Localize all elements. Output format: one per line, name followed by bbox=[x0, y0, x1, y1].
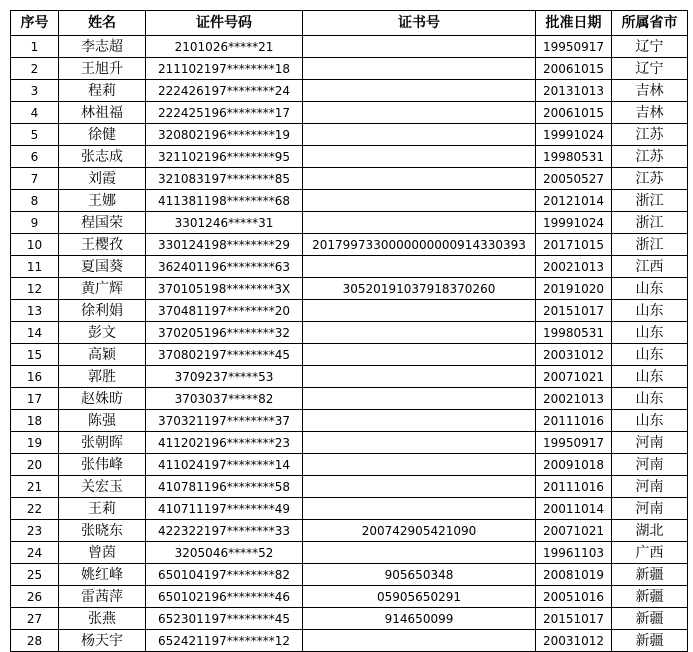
cell-id-no: 3709237*****53 bbox=[146, 366, 303, 388]
cell-index: 3 bbox=[11, 80, 59, 102]
cell-id-no: 370802197********45 bbox=[146, 344, 303, 366]
cell-index: 4 bbox=[11, 102, 59, 124]
cell-approval-date: 19950917 bbox=[536, 432, 612, 454]
cell-approval-date: 20061015 bbox=[536, 58, 612, 80]
cell-approval-date: 20061015 bbox=[536, 102, 612, 124]
header-cert-no: 证书号 bbox=[303, 11, 536, 36]
cell-index: 5 bbox=[11, 124, 59, 146]
cell-id-no: 320802196********19 bbox=[146, 124, 303, 146]
cell-approval-date: 20021013 bbox=[536, 388, 612, 410]
cell-index: 21 bbox=[11, 476, 59, 498]
cell-index: 2 bbox=[11, 58, 59, 80]
table-row bbox=[11, 410, 688, 432]
cell-province: 广西 bbox=[612, 542, 688, 564]
certificate-table bbox=[10, 10, 688, 652]
cell-name: 程国荣 bbox=[59, 212, 146, 234]
table-row bbox=[11, 564, 688, 586]
cell-name: 雷茜萍 bbox=[59, 586, 146, 608]
cell-index: 19 bbox=[11, 432, 59, 454]
cell-approval-date: 20050527 bbox=[536, 168, 612, 190]
cell-approval-date: 19961103 bbox=[536, 542, 612, 564]
cell-approval-date: 20031012 bbox=[536, 630, 612, 652]
cell-id-no: 650102196********46 bbox=[146, 586, 303, 608]
cell-province: 江苏 bbox=[612, 124, 688, 146]
table-row bbox=[11, 608, 688, 630]
cell-index: 11 bbox=[11, 256, 59, 278]
table-row bbox=[11, 234, 688, 256]
cell-name: 李志超 bbox=[59, 36, 146, 58]
cell-id-no: 370105198********3X bbox=[146, 278, 303, 300]
table-row bbox=[11, 212, 688, 234]
cell-name: 赵姝昉 bbox=[59, 388, 146, 410]
cell-cert-no bbox=[303, 476, 536, 498]
cell-id-no: 652421197********12 bbox=[146, 630, 303, 652]
cell-cert-no: 200742905421090 bbox=[303, 520, 536, 542]
table-row bbox=[11, 344, 688, 366]
cell-id-no: 370481197********20 bbox=[146, 300, 303, 322]
table-row bbox=[11, 102, 688, 124]
cell-id-no: 362401196********63 bbox=[146, 256, 303, 278]
table-row bbox=[11, 388, 688, 410]
header-province: 所属省市 bbox=[612, 11, 688, 36]
cell-cert-no bbox=[303, 630, 536, 652]
cell-approval-date: 20131013 bbox=[536, 80, 612, 102]
cell-name: 曾茵 bbox=[59, 542, 146, 564]
cell-province: 浙江 bbox=[612, 212, 688, 234]
cell-index: 20 bbox=[11, 454, 59, 476]
cell-approval-date: 20111016 bbox=[536, 476, 612, 498]
header-id-no: 证件号码 bbox=[146, 11, 303, 36]
table-row bbox=[11, 322, 688, 344]
cell-province: 山东 bbox=[612, 366, 688, 388]
header-row bbox=[11, 11, 688, 36]
cell-cert-no: 905650348 bbox=[303, 564, 536, 586]
cell-name: 郭胜 bbox=[59, 366, 146, 388]
cell-cert-no bbox=[303, 454, 536, 476]
cell-province: 浙江 bbox=[612, 234, 688, 256]
cell-index: 14 bbox=[11, 322, 59, 344]
cell-approval-date: 19980531 bbox=[536, 146, 612, 168]
cell-approval-date: 20021013 bbox=[536, 256, 612, 278]
cell-id-no: 411381198********68 bbox=[146, 190, 303, 212]
cell-province: 河南 bbox=[612, 498, 688, 520]
cell-name: 姚红峰 bbox=[59, 564, 146, 586]
cell-approval-date: 20121014 bbox=[536, 190, 612, 212]
cell-cert-no: 914650099 bbox=[303, 608, 536, 630]
cell-province: 辽宁 bbox=[612, 58, 688, 80]
cell-index: 9 bbox=[11, 212, 59, 234]
cell-index: 7 bbox=[11, 168, 59, 190]
cell-name: 张志成 bbox=[59, 146, 146, 168]
cell-cert-no bbox=[303, 498, 536, 520]
cell-province: 新疆 bbox=[612, 608, 688, 630]
cell-index: 17 bbox=[11, 388, 59, 410]
table-row bbox=[11, 300, 688, 322]
header-index: 序号 bbox=[11, 11, 59, 36]
cell-province: 河南 bbox=[612, 476, 688, 498]
cell-id-no: 222425196********17 bbox=[146, 102, 303, 124]
cell-province: 江西 bbox=[612, 256, 688, 278]
cell-name: 杨天宇 bbox=[59, 630, 146, 652]
cell-approval-date: 20011014 bbox=[536, 498, 612, 520]
cell-id-no: 321102196********95 bbox=[146, 146, 303, 168]
cell-index: 8 bbox=[11, 190, 59, 212]
cell-id-no: 410711197********49 bbox=[146, 498, 303, 520]
table-row bbox=[11, 586, 688, 608]
cell-approval-date: 20111016 bbox=[536, 410, 612, 432]
cell-approval-date: 20151017 bbox=[536, 608, 612, 630]
cell-id-no: 3301246*****31 bbox=[146, 212, 303, 234]
cell-province: 河南 bbox=[612, 432, 688, 454]
cell-cert-no bbox=[303, 80, 536, 102]
cell-approval-date: 19980531 bbox=[536, 322, 612, 344]
cell-province: 湖北 bbox=[612, 520, 688, 542]
cell-name: 徐健 bbox=[59, 124, 146, 146]
cell-cert-no: 2017997330000000000914330393 bbox=[303, 234, 536, 256]
cell-index: 28 bbox=[11, 630, 59, 652]
cell-province: 山东 bbox=[612, 322, 688, 344]
cell-approval-date: 20171015 bbox=[536, 234, 612, 256]
cell-approval-date: 20051016 bbox=[536, 586, 612, 608]
cell-name: 王娜 bbox=[59, 190, 146, 212]
cell-id-no: 370321197********37 bbox=[146, 410, 303, 432]
cell-index: 16 bbox=[11, 366, 59, 388]
header-approval-date: 批准日期 bbox=[536, 11, 612, 36]
cell-name: 高颖 bbox=[59, 344, 146, 366]
cell-name: 徐利娟 bbox=[59, 300, 146, 322]
cell-approval-date: 20031012 bbox=[536, 344, 612, 366]
cell-approval-date: 19991024 bbox=[536, 212, 612, 234]
cell-index: 13 bbox=[11, 300, 59, 322]
cell-approval-date: 20091018 bbox=[536, 454, 612, 476]
cell-approval-date: 20151017 bbox=[536, 300, 612, 322]
cell-id-no: 2101026*****21 bbox=[146, 36, 303, 58]
cell-id-no: 411202196********23 bbox=[146, 432, 303, 454]
table-row bbox=[11, 366, 688, 388]
table-row bbox=[11, 190, 688, 212]
cell-id-no: 321083197********85 bbox=[146, 168, 303, 190]
cell-province: 新疆 bbox=[612, 630, 688, 652]
cell-cert-no bbox=[303, 388, 536, 410]
cell-province: 辽宁 bbox=[612, 36, 688, 58]
cell-province: 山东 bbox=[612, 300, 688, 322]
cell-province: 江苏 bbox=[612, 168, 688, 190]
cell-index: 27 bbox=[11, 608, 59, 630]
cell-cert-no bbox=[303, 542, 536, 564]
cell-province: 新疆 bbox=[612, 586, 688, 608]
cell-cert-no bbox=[303, 190, 536, 212]
cell-province: 江苏 bbox=[612, 146, 688, 168]
cell-cert-no bbox=[303, 146, 536, 168]
cell-approval-date: 20191020 bbox=[536, 278, 612, 300]
cell-index: 10 bbox=[11, 234, 59, 256]
cell-name: 彭文 bbox=[59, 322, 146, 344]
cell-index: 24 bbox=[11, 542, 59, 564]
cell-name: 张晓东 bbox=[59, 520, 146, 542]
cell-cert-no bbox=[303, 102, 536, 124]
cell-index: 6 bbox=[11, 146, 59, 168]
cell-cert-no bbox=[303, 168, 536, 190]
cell-name: 王樱孜 bbox=[59, 234, 146, 256]
cell-cert-no bbox=[303, 344, 536, 366]
cell-cert-no: 05905650291 bbox=[303, 586, 536, 608]
cell-approval-date: 20081019 bbox=[536, 564, 612, 586]
cell-province: 吉林 bbox=[612, 102, 688, 124]
table-row bbox=[11, 498, 688, 520]
cell-id-no: 370205196********32 bbox=[146, 322, 303, 344]
cell-approval-date: 19991024 bbox=[536, 124, 612, 146]
table-row bbox=[11, 520, 688, 542]
cell-province: 山东 bbox=[612, 388, 688, 410]
table-row bbox=[11, 432, 688, 454]
cell-index: 22 bbox=[11, 498, 59, 520]
table-row bbox=[11, 256, 688, 278]
cell-name: 关宏玉 bbox=[59, 476, 146, 498]
cell-id-no: 3205046*****52 bbox=[146, 542, 303, 564]
cell-id-no: 411024197********14 bbox=[146, 454, 303, 476]
cell-province: 山东 bbox=[612, 410, 688, 432]
cell-index: 12 bbox=[11, 278, 59, 300]
cell-name: 刘霞 bbox=[59, 168, 146, 190]
cell-id-no: 3703037*****82 bbox=[146, 388, 303, 410]
table-row bbox=[11, 542, 688, 564]
cell-approval-date: 20071021 bbox=[536, 520, 612, 542]
cell-cert-no bbox=[303, 366, 536, 388]
cell-index: 1 bbox=[11, 36, 59, 58]
cell-name: 张伟峰 bbox=[59, 454, 146, 476]
cell-index: 25 bbox=[11, 564, 59, 586]
table-row bbox=[11, 80, 688, 102]
cell-id-no: 652301197********45 bbox=[146, 608, 303, 630]
cell-approval-date: 20071021 bbox=[536, 366, 612, 388]
cell-index: 18 bbox=[11, 410, 59, 432]
cell-cert-no bbox=[303, 432, 536, 454]
cell-province: 河南 bbox=[612, 454, 688, 476]
cell-cert-no bbox=[303, 322, 536, 344]
cell-id-no: 422322197********33 bbox=[146, 520, 303, 542]
cell-approval-date: 19950917 bbox=[536, 36, 612, 58]
cell-id-no: 410781196********58 bbox=[146, 476, 303, 498]
table-row bbox=[11, 454, 688, 476]
cell-id-no: 222426197********24 bbox=[146, 80, 303, 102]
cell-index: 23 bbox=[11, 520, 59, 542]
cell-cert-no bbox=[303, 124, 536, 146]
cell-cert-no: 3052019103791837026​0 bbox=[303, 278, 536, 300]
cell-name: 张朝晖 bbox=[59, 432, 146, 454]
cell-cert-no bbox=[303, 410, 536, 432]
cell-cert-no bbox=[303, 58, 536, 80]
cell-province: 山东 bbox=[612, 278, 688, 300]
table-row bbox=[11, 36, 688, 58]
header-name: 姓名 bbox=[59, 11, 146, 36]
table-row bbox=[11, 630, 688, 652]
cell-name: 王莉 bbox=[59, 498, 146, 520]
cell-province: 吉林 bbox=[612, 80, 688, 102]
cell-province: 浙江 bbox=[612, 190, 688, 212]
cell-index: 15 bbox=[11, 344, 59, 366]
cell-id-no: 211102197********18 bbox=[146, 58, 303, 80]
table-row bbox=[11, 146, 688, 168]
cell-name: 王旭升 bbox=[59, 58, 146, 80]
cell-name: 黄广辉 bbox=[59, 278, 146, 300]
cell-name: 夏国葵 bbox=[59, 256, 146, 278]
table-row bbox=[11, 476, 688, 498]
cell-cert-no bbox=[303, 36, 536, 58]
cell-id-no: 330124198********29 bbox=[146, 234, 303, 256]
table-row bbox=[11, 124, 688, 146]
cell-name: 张燕 bbox=[59, 608, 146, 630]
cell-name: 陈强 bbox=[59, 410, 146, 432]
cell-id-no: 650104197********82 bbox=[146, 564, 303, 586]
table-row bbox=[11, 278, 688, 300]
cell-cert-no bbox=[303, 300, 536, 322]
cell-province: 新疆 bbox=[612, 564, 688, 586]
table-row bbox=[11, 168, 688, 190]
table-row bbox=[11, 58, 688, 80]
cell-index: 26 bbox=[11, 586, 59, 608]
cell-cert-no bbox=[303, 212, 536, 234]
cell-name: 林祖福 bbox=[59, 102, 146, 124]
cell-cert-no bbox=[303, 256, 536, 278]
cell-province: 山东 bbox=[612, 344, 688, 366]
cell-name: 程莉 bbox=[59, 80, 146, 102]
